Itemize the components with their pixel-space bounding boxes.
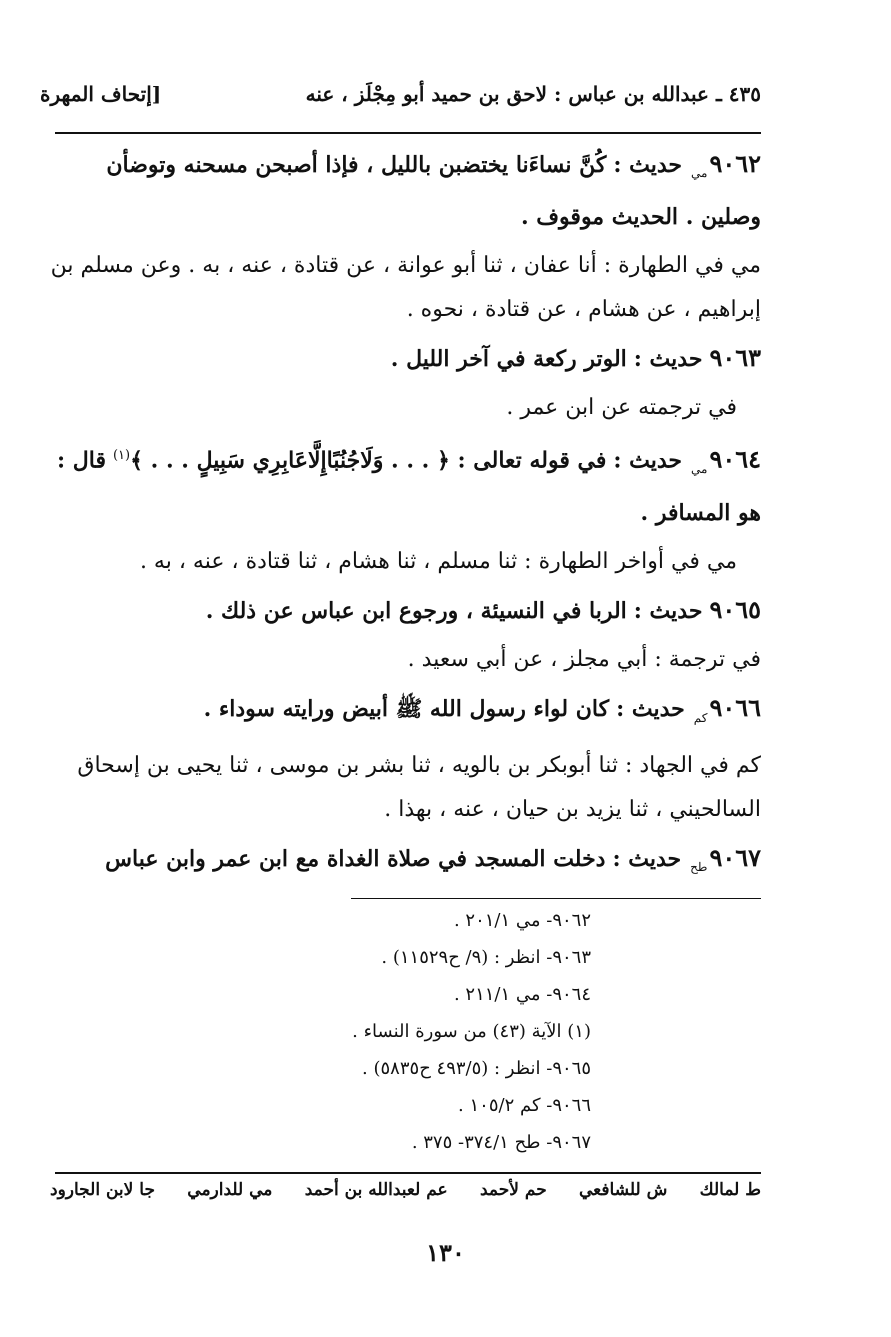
hadith-source: مي في أواخر الطهارة : ثنا مسلم ، ثنا هشام ، ثنا قتادة ، عنه ، به .: [139, 549, 737, 575]
hadith-number: ٩٠٦٤: [709, 444, 761, 474]
hadith-source: في ترجمة : أبي مجلز ، عن أبي سعيد .: [407, 647, 761, 673]
hadith-label: حديث :: [616, 696, 685, 723]
hadith-entry: [45, 836, 761, 889]
footnote-line: ٩٠٦٧- طح ٣٧٤/١- ٣٧٥ .: [411, 1132, 591, 1153]
hadith-source: في ترجمته عن ابن عمر .: [506, 395, 737, 421]
hadith-label: حديث :: [633, 598, 703, 625]
hadith-entry: [45, 336, 761, 382]
source-siglum: طح: [690, 859, 708, 874]
page-number: ١٣٠: [426, 1238, 465, 1267]
footnote-line: ٩٠٦٥- انظر : (٤٩٣/٥ ح٥٨٣٥) .: [362, 1058, 591, 1079]
footnote-line: (١) الآية (٤٣) من سورة النساء .: [352, 1021, 591, 1042]
hadith-source: كم في الجهاد : ثنا أبوبكر بن بالويه ، ثنا بشر بن موسى ، ثنا يحيى بن إسحاق السالحيني ، ثنا يزيد بن حيان ، عنه ، بهذا .: [77, 752, 761, 822]
footnotes: [161, 902, 761, 1161]
source-siglum: كم: [693, 710, 708, 725]
footnote-reference: (١): [112, 448, 131, 464]
abbreviation-item: مي للدارمي: [187, 1180, 273, 1200]
running-header: [40, 82, 761, 122]
footnote-line: ٩٠٦٦- كم ١٠٥/٢ .: [458, 1095, 591, 1116]
abbreviation-item: ش للشافعي: [579, 1180, 668, 1200]
hadith-number: ٩٠٦٣: [709, 343, 761, 373]
hadith-label: حديث :: [612, 845, 682, 872]
hadith-label: حديث :: [613, 447, 682, 474]
abbreviation-item: ط لمالك: [699, 1180, 761, 1200]
source-siglum: مي: [691, 166, 708, 181]
main-text: [45, 142, 761, 889]
hadith-entry: [45, 142, 761, 240]
hadith-text: في قوله تعالى : ﴿ . . . وَلَاجُنُبًاإِلَّاعَابِرِي سَبِيلٍ . . . ﴾: [130, 447, 607, 474]
abbreviation-item: عم لعبدالله بن أحمد: [304, 1180, 448, 1200]
header-chapter-title: ٤٣٥ ـ عبدالله بن عباس : لاحق بن حميد أبو مِجْلَز ، عنه: [305, 82, 761, 106]
hadith-label: حديث :: [613, 152, 682, 178]
hadith-text: دخلت المسجد في صلاة الغداة مع ابن عمر وابن عباس: [105, 845, 606, 872]
abbreviation-key: [50, 1180, 761, 1200]
abbreviation-rule: [55, 1172, 761, 1174]
hadith-text: كان لواء رسول الله ﷺ أبيض ورايته سوداء .: [203, 696, 610, 723]
hadith-number: ٩٠٦٧: [709, 842, 761, 872]
abbreviation-item: جا لابن الجارود: [50, 1180, 155, 1200]
hadith-number: ٩٠٦٢: [709, 149, 761, 178]
hadith-text-continued: قال : هو المسافر .: [56, 447, 761, 527]
footnote-line: ٩٠٦٢- مي ٢٠١/١ .: [453, 910, 591, 931]
hadith-text: كُنَّ نساءَنا يختضبن بالليل ، فإذا أصبحن مسحنه وتوضأن وصلين . الحديث موقوف .: [106, 152, 761, 231]
hadith-entry: [45, 588, 761, 634]
footnote-line: ٩٠٦٤- مي ٢١١/١ .: [453, 984, 591, 1005]
hadith-number: ٩٠٦٥: [709, 595, 761, 625]
header-book-title: [إتحاف المهرة: [40, 82, 162, 106]
source-siglum: مي: [691, 462, 708, 477]
hadith-source: مي في الطهارة : أنا عفان ، ثنا أبو عوانة ، عن قتادة ، عنه ، به . وعن مسلم بن إبراهيم ، عن هشام ، عن قتادة ، نحوه .: [50, 253, 761, 323]
footnote-line: ٩٠٦٣- انظر : (٩/ ح١١٥٢٩) .: [381, 947, 591, 968]
abbreviation-item: حم لأحمد: [480, 1180, 547, 1200]
hadith-entry: [45, 434, 761, 536]
hadith-number: ٩٠٦٦: [709, 693, 761, 723]
header-rule: [55, 132, 761, 134]
footnote-rule: [351, 898, 761, 899]
hadith-text: الوتر ركعة في آخر الليل .: [390, 346, 627, 373]
hadith-text: الربا في النسيئة ، ورجوع ابن عباس عن ذلك .: [205, 598, 627, 625]
hadith-label: حديث :: [633, 346, 703, 373]
hadith-entry: [45, 686, 761, 739]
